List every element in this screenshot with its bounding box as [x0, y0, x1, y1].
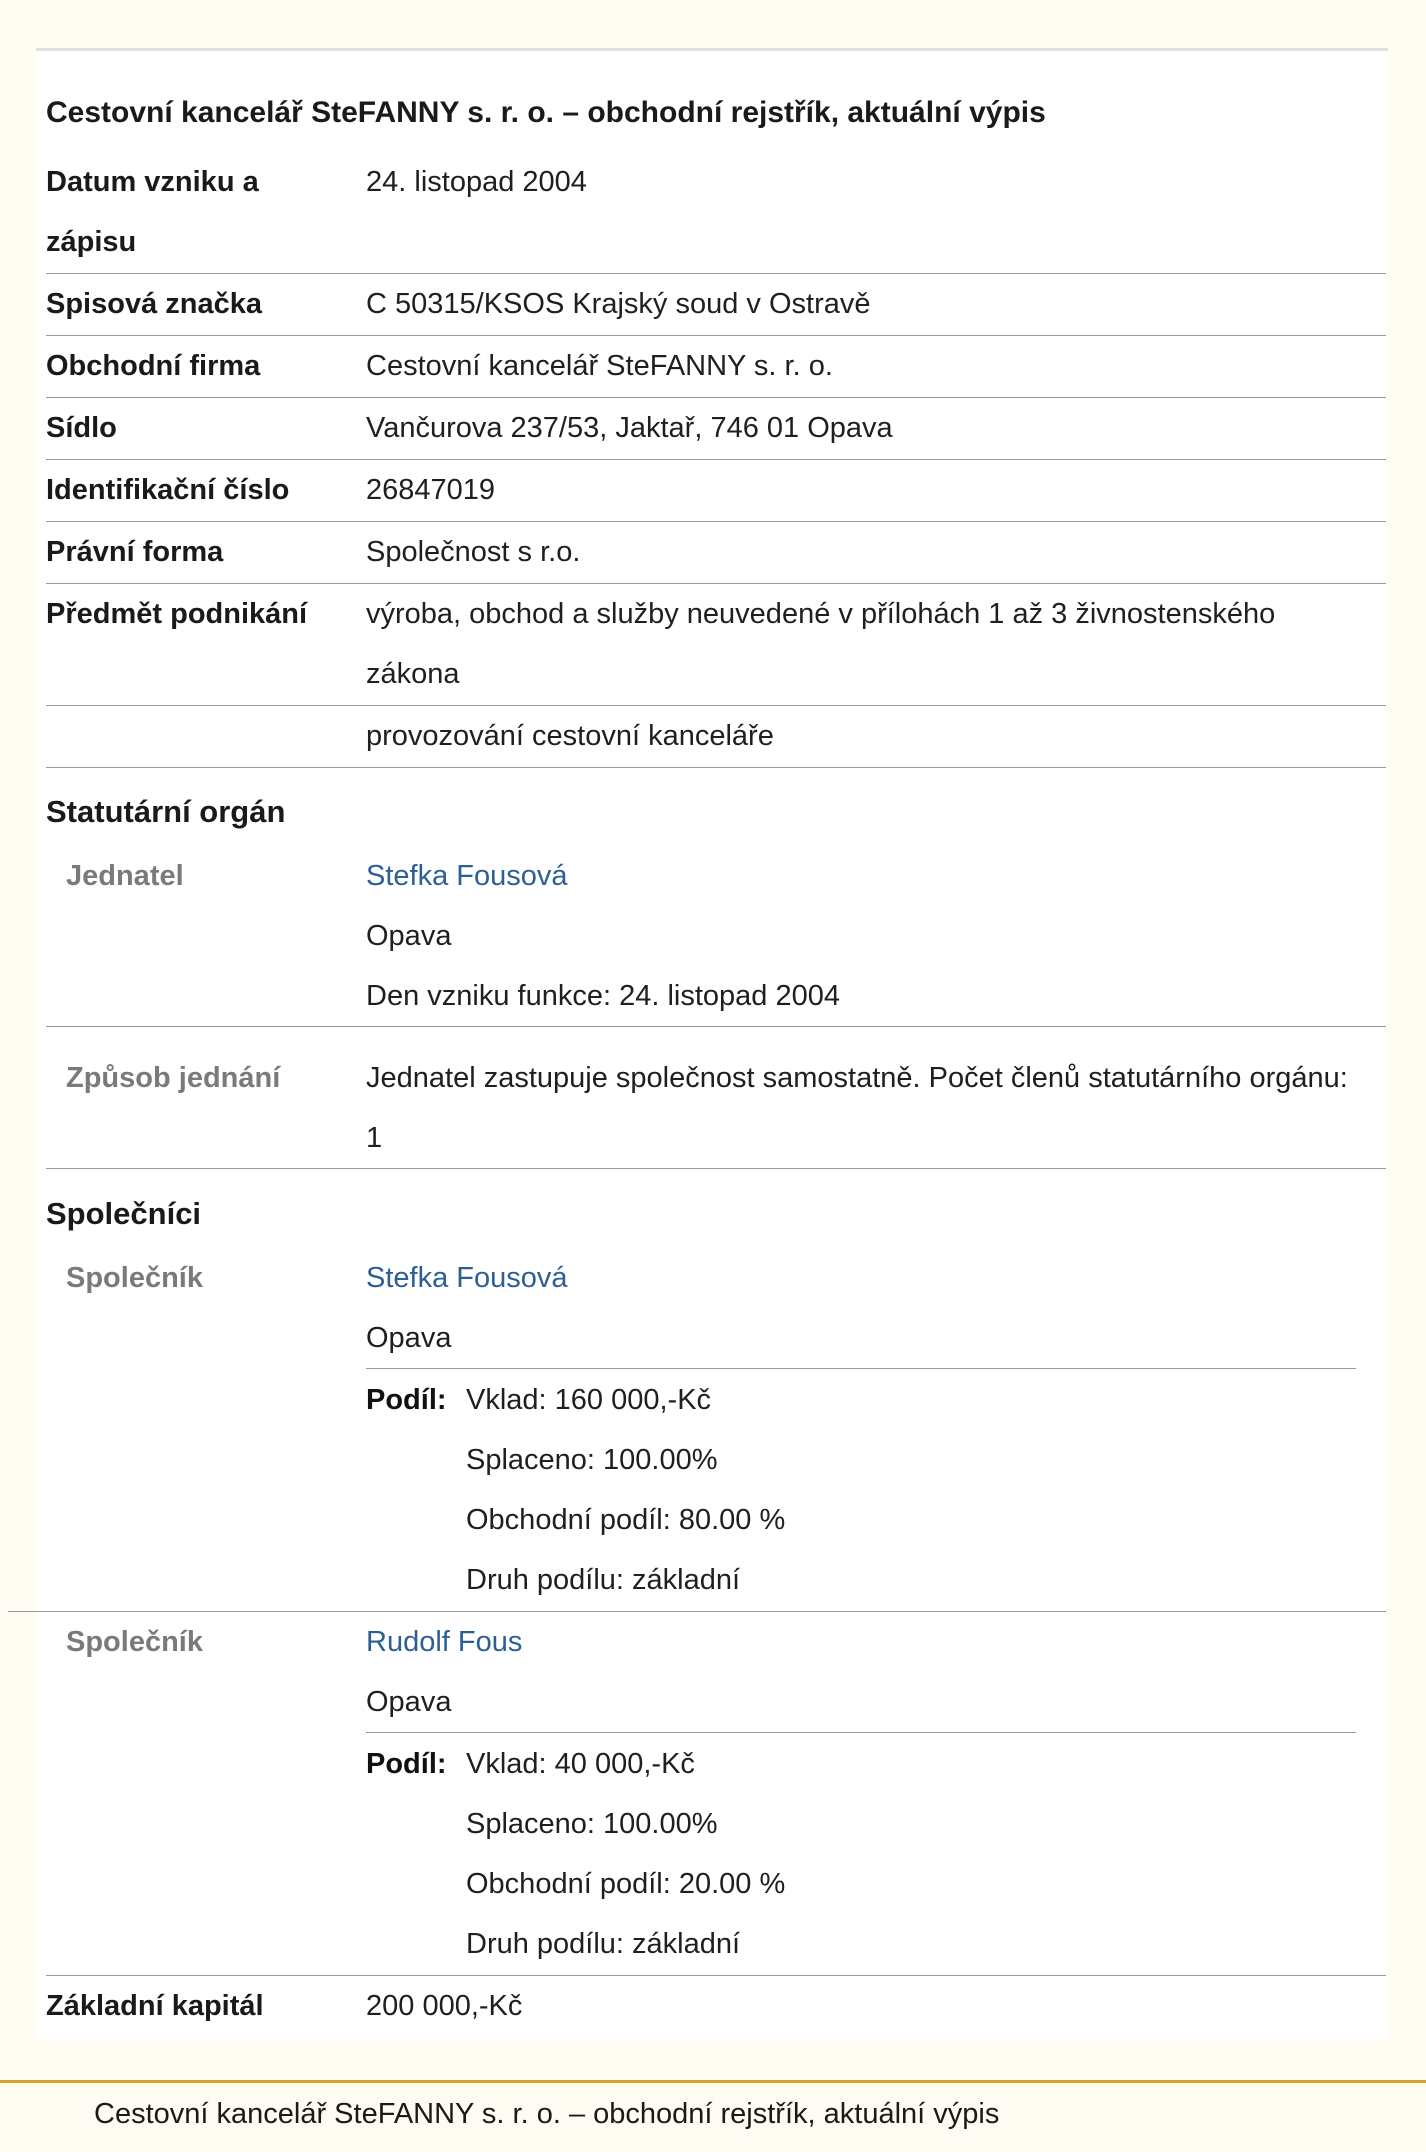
divider — [8, 1611, 1386, 1612]
divider — [46, 1168, 1386, 1169]
link-spolecnik-name[interactable]: Rudolf Fous — [366, 1626, 523, 1658]
label-zpusob-jednani: Způsob jednání — [66, 1062, 281, 1094]
label-ico: Identifikační číslo — [46, 474, 290, 506]
value-predmet-podnikani-2: provozování cestovní kanceláře — [366, 720, 774, 752]
value-splaceno: Splaceno: 100.00% — [466, 1808, 718, 1840]
label-predmet-podnikani: Předmět podnikání — [46, 598, 308, 630]
value-ico: 26847019 — [366, 474, 496, 506]
label-spolecnik: Společník — [66, 1262, 203, 1294]
value-spolecnik-city: Opava — [366, 1686, 452, 1718]
label-obchodni-firma: Obchodní firma — [46, 350, 261, 382]
value-pravni-forma: Společnost s r.o. — [366, 536, 581, 568]
footer-title: Cestovní kancelář SteFANNY s. r. o. – obchodní rejstřík, aktuální výpis — [94, 2098, 1000, 2130]
divider — [366, 1368, 1356, 1369]
value-obchodni-firma: Cestovní kancelář SteFANNY s. r. o. — [366, 350, 833, 382]
value-vklad: Vklad: 40 000,-Kč — [466, 1748, 695, 1780]
page-title: Cestovní kancelář SteFANNY s. r. o. – obchodní rejstřík, aktuální výpis — [46, 96, 1046, 129]
value-zpusob-jednani: Jednatel zastupuje společnost samostatně. Počet členů statutárního orgánu: — [366, 1062, 1348, 1094]
label-podil: Podíl: — [366, 1748, 447, 1780]
label-pravni-forma: Právní forma — [46, 536, 224, 568]
value-spolecnik-city: Opava — [366, 1322, 452, 1354]
section-spolecnici: Společníci — [46, 1196, 202, 1231]
link-jednatel-name[interactable]: Stefka Fousová — [366, 860, 568, 892]
label-zakladni-kapital: Základní kapitál — [46, 1990, 264, 2022]
value-zakladni-kapital: 200 000,-Kč — [366, 1990, 523, 2022]
label-podil: Podíl: — [366, 1384, 447, 1416]
value-obchodni-podil: Obchodní podíl: 20.00 % — [466, 1868, 786, 1900]
value-predmet-podnikani-cont: zákona — [366, 658, 460, 690]
value-spisova-znacka: C 50315/KSOS Krajský soud v Ostravě — [366, 288, 871, 320]
divider — [366, 1732, 1356, 1733]
value-obchodni-podil: Obchodní podíl: 80.00 % — [466, 1504, 786, 1536]
label-spisova-znacka: Spisová značka — [46, 288, 262, 320]
value-datum-vzniku: 24. listopad 2004 — [366, 166, 587, 198]
label-datum-vzniku: Datum vzniku a — [46, 166, 259, 198]
divider — [46, 1026, 1386, 1027]
label-datum-vzniku-cont: zápisu — [46, 226, 137, 258]
section-statutarni-organ: Statutární orgán — [46, 794, 286, 829]
value-jednatel-since: Den vzniku funkce: 24. listopad 2004 — [366, 980, 840, 1012]
value-jednatel-city: Opava — [366, 920, 452, 952]
value-sidlo: Vančurova 237/53, Jaktař, 746 01 Opava — [366, 412, 893, 444]
link-spolecnik-name[interactable]: Stefka Fousová — [366, 1262, 568, 1294]
label-spolecnik: Společník — [66, 1626, 203, 1658]
value-splaceno: Splaceno: 100.00% — [466, 1444, 718, 1476]
value-vklad: Vklad: 160 000,-Kč — [466, 1384, 712, 1416]
label-jednatel: Jednatel — [66, 860, 184, 892]
value-druh-podilu: Druh podílu: základní — [466, 1928, 741, 1960]
value-zpusob-jednani-cont: 1 — [366, 1122, 383, 1154]
value-predmet-podnikani: výroba, obchod a služby neuvedené v přílohách 1 až 3 živnostenského — [366, 598, 1276, 630]
footer-divider — [0, 2080, 1426, 2083]
divider — [46, 521, 1386, 522]
label-sidlo: Sídlo — [46, 412, 117, 444]
value-druh-podilu: Druh podílu: základní — [466, 1564, 741, 1596]
divider — [46, 767, 1386, 768]
